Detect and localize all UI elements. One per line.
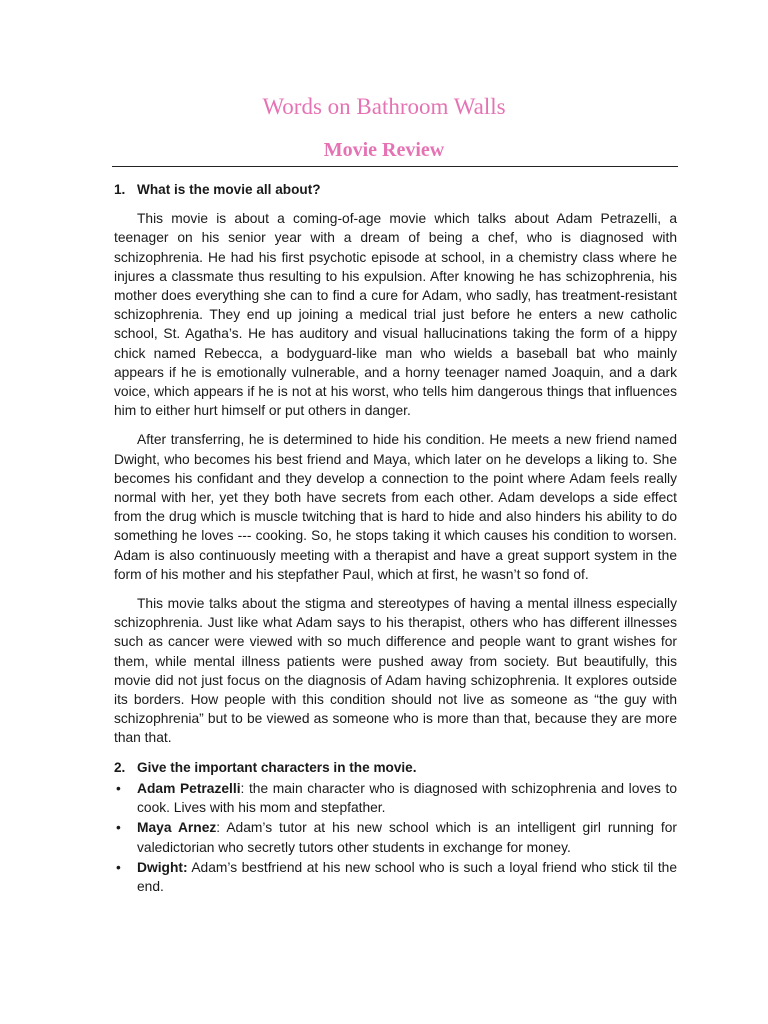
character-item	[114, 818, 677, 856]
q2-heading	[114, 758, 677, 777]
character-name: Dwight:	[137, 859, 188, 875]
q1-paragraph-1	[114, 209, 677, 420]
section-q2	[114, 758, 677, 896]
character-item	[114, 858, 677, 896]
q1-paragraph-2-text: After transferring, he is determined to hide his condition. He meets a new friend named Dwight, who becomes his best friend and Maya, which later on he develops a liking to. She becomes his confidant and they develop a connection to the point where Adam feels really normal with her, yet they both have secrets from each other. Adam develops a side effect from the drug which is muscle twitching that is hard to hide and also hinders his ability to do something he loves --- cooking. So, he stops taking it which causes his condition to worsen. Adam is also continuously meeting with a therapist and have a great support system in the form of his mother and his stepfather Paul, which at first, he wasn’t so fond of.	[114, 432, 677, 582]
character-description: : Adam’s tutor at his new school which is an intelligent girl running for valedictorian who secretly tutors other students in exchange for money.	[137, 820, 677, 855]
q1-heading-text: What is the movie all about?	[137, 182, 321, 197]
character-name: Adam Petrazelli	[137, 780, 241, 796]
title-divider	[112, 166, 678, 167]
q2-number: 2.	[114, 759, 126, 775]
q1-number: 1.	[114, 182, 126, 197]
q1-heading	[114, 180, 677, 199]
bullet-icon: •	[116, 780, 121, 796]
section-q1	[114, 180, 677, 748]
character-list	[114, 779, 677, 896]
character-description: : the main character who is diagnosed with schizophrenia and loves to cook. Lives with his mom and stepfather.	[137, 780, 677, 816]
character-item	[114, 779, 677, 817]
q1-paragraph-3	[114, 594, 677, 748]
q1-paragraph-1-text: This movie is about a coming-of-age movie which talks about Adam Petrazelli, a teenager on his senior year with a dream of being a chef, who is diagnosed with schizophrenia. He had his first psychotic episode at school, in a chemistry class where he injures a classmate thus resulting to his expulsion. After knowing he has schizophrenia, his mother does everything she can to find a cure for Adam, who sadly, has treatment-resistant schizophrenia. They end up joining a medical trial just before he enters a new catholic school, St. Agatha’s. He has auditory and visual hallucinations taking the form of a hippy chick named Rebecca, a bodyguard-like man who wields a baseball bat who mainly appears if he is emotionally vulnerable, and a horny teenager named Joaquin, and a dark voice, which appears if he is not at his worst, who tells him dangerous things that influences him to either hurt himself or put others in danger.	[114, 211, 677, 419]
bullet-icon: •	[116, 820, 121, 836]
q2-heading-text: Give the important characters in the movie.	[137, 759, 417, 775]
document-subtitle: Movie Review	[323, 139, 445, 161]
character-description: Adam’s bestfriend at his new school who is such a loyal friend who stick til the end.	[137, 859, 677, 894]
document-title: Words on Bathroom Walls	[262, 94, 506, 119]
character-name: Maya Arnez	[137, 820, 217, 836]
review-body	[114, 176, 677, 896]
bullet-icon: •	[116, 859, 121, 875]
q1-paragraph-2	[114, 430, 677, 584]
q1-paragraph-3-text: This movie talks about the stigma and stereotypes of having a mental illness especially schizophrenia. Just like what Adam says to his therapist, others who has different illnesses such as cancer were viewed with so much difference and people want to grant wishes for them, while mental illness patients were pushed away from society. But beautifully, this movie did not just focus on the diagnosis of Adam having schizophrenia. It explores outside its borders. How people with this condition should not live as someone as “the guy with schizophrenia” but to be viewed as someone who is more than that, because they are more than that.	[114, 596, 677, 746]
